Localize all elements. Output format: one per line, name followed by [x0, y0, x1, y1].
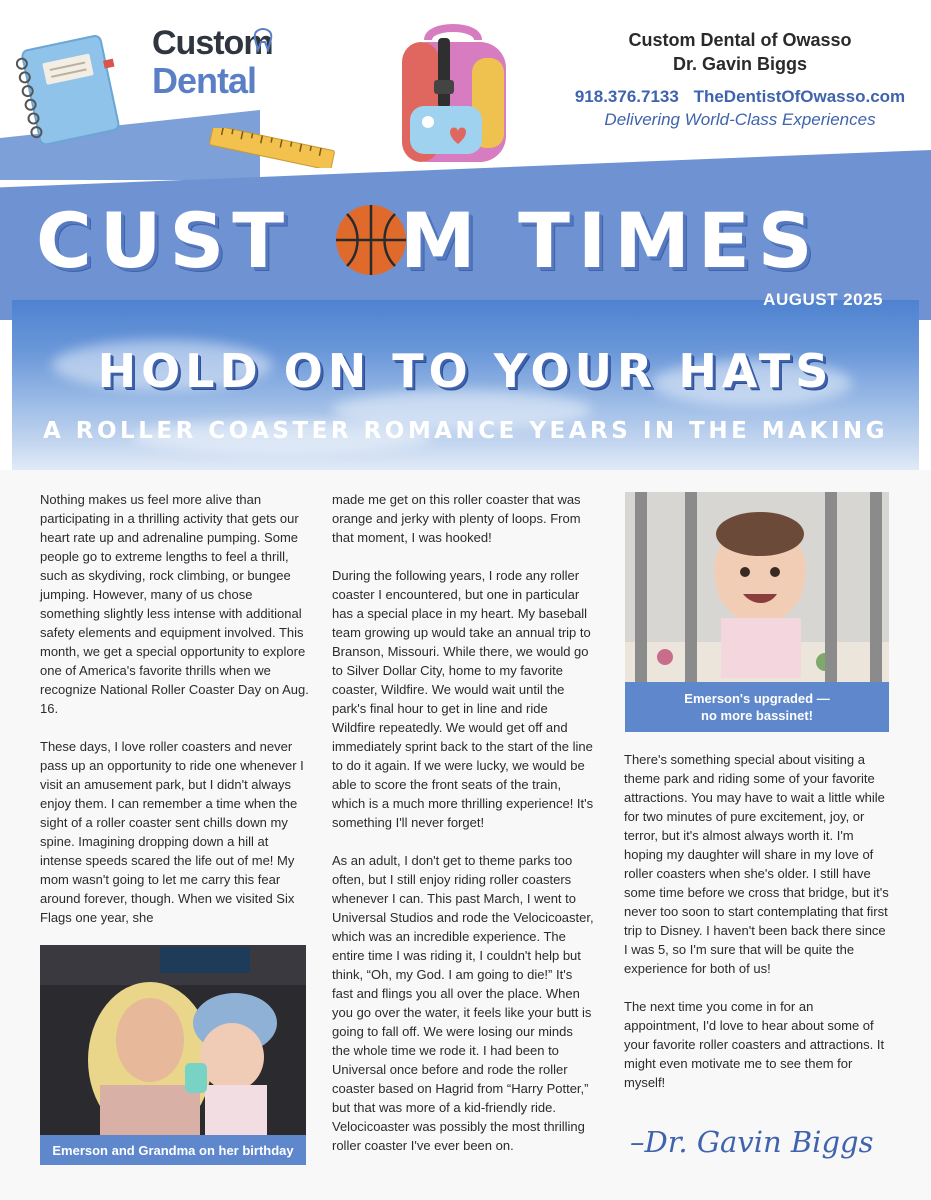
signature: –Dr. Gavin Biggs — [630, 1125, 874, 1159]
title-left: CUST — [36, 196, 293, 285]
logo-line-dental: Dental — [152, 60, 257, 101]
tagline: Delivering World-Class Experiences — [604, 110, 876, 129]
photo-grandma-caption: Emerson and Grandma on her birthday — [40, 1135, 306, 1165]
custom-dental-logo — [150, 24, 290, 104]
tooth-icon — [252, 28, 274, 52]
practice-name: Custom Dental of Owasso — [628, 30, 852, 50]
article-column-1 — [40, 490, 310, 946]
article-column-2 — [332, 490, 594, 1174]
doctor-name: Dr. Gavin Biggs — [672, 54, 808, 74]
article-body — [0, 470, 931, 1200]
logo-line-custom: Custom — [152, 24, 273, 62]
paragraph: As an adult, I don't get to theme parks too often, but I still enjoy riding roller coasters whenever I can. This past March, I went to Universal Studios and rode the Velocicoaster, which was an incredible experience. The entire time I was riding it, I couldn't help but think, “Oh, my God. I am going to die!” It's fast and flings you all over the place. When you go over the water, it feels like your butt is going to fall off. We were losing our minds the whole time we rode it. I had been to Universal once before and rode the roller coaster based on Hagrid from “Harry Potter,” but that was more of a kid-friendly ride. Velocicoaster was possibly the most thrilling roller coaster I've ever been on. — [332, 853, 594, 1153]
practice-info — [540, 28, 931, 132]
basketball-icon — [333, 202, 409, 278]
issue-date: AUGUST 2025 — [763, 290, 883, 309]
article-headline: HOLD ON TO YOUR HATS — [97, 344, 834, 398]
photo-baby-caption-line1: Emerson's upgraded — — [684, 691, 830, 706]
phone-number[interactable]: 918.376.7133 — [574, 87, 679, 106]
paragraph: There's something special about visiting a theme park and riding some of your favorite attractions. You may have to wait a little while for two minutes of pure excitement, joy, or terror, but it's almost always worth it. I'm hoping my daughter will share in my love of roller coasters when she's older. I still have some time before we cross that bridge, but it's never too soon to start contemplating that first trip to Disney. I haven't been back there since I was 5, so I'm sure that will be quite the experience for both of us! — [624, 752, 889, 976]
contact-line — [540, 86, 931, 108]
photo-baby-crib — [625, 492, 889, 732]
photo-baby-image — [625, 492, 889, 682]
paragraph: The next time you come in for an appointment, I'd love to hear about some of your favorite roller coasters and attractions. It might even motivate me to see them for myself! — [624, 999, 885, 1090]
photo-grandma — [40, 945, 306, 1165]
newsletter-title — [0, 196, 931, 286]
backpack-icon — [388, 18, 518, 168]
photo-grandma-image — [40, 945, 306, 1135]
paragraph: During the following years, I rode any roller coaster I encountered, but one in particular has a special place in my heart. My baseball team growing up would take an annual trip to Branson, Missouri. While there, we would go to Silver Dollar City, home to my favorite coaster, Wildfire. We would wait until the park's final hour to get in line and ride Wildfire repeatedly. We would get off and immediately sprint back to the start of the line to do it again. If we were lucky, we would be able to score the front seats of the train, which is a much more thrilling experience! It's something I'll never forget! — [332, 568, 594, 830]
ruler-icon — [208, 128, 338, 168]
photo-baby-caption-line2: no more bassinet! — [701, 708, 813, 723]
article-column-3 — [624, 750, 890, 1111]
article-subheadline: A ROLLER COASTER ROMANCE YEARS IN THE MAKING — [42, 418, 889, 444]
notebook-icon — [16, 28, 126, 148]
paragraph: made me get on this roller coaster that was orange and jerky with plenty of loops. From that moment, I was hooked! — [332, 492, 581, 545]
paragraph: These days, I love roller coasters and never pass up an opportunity to ride one whenever I visit an amusement park, but I didn't always enjoy them. I can remember a time when the sight of a roller coaster sent chills down my spine. Imagining dropping down a hill at intense speeds scared the life out of me! My mom wasn't going to let me carry this fear around forever, though. When we visited Six Flags one year, she — [40, 739, 304, 925]
title-right: M TIMES — [400, 196, 821, 285]
photo-baby-caption — [625, 682, 889, 732]
website-link[interactable]: TheDentistOfOwasso.com — [693, 87, 906, 106]
paragraph: Nothing makes us feel more alive than participating in a thrilling activity that gets our heart rate up and adrenaline pumping. Some people go to extreme lengths to feel a thrill, such as skydiving, rock climbing, or bungee jumping. However, many of us chose something slightly less intense with additional safety elements and equipment involved. This month, we get a special opportunity to explore one of America's favorite thrills when we recognize National Roller Coaster Day on Aug. 16. — [40, 492, 309, 716]
